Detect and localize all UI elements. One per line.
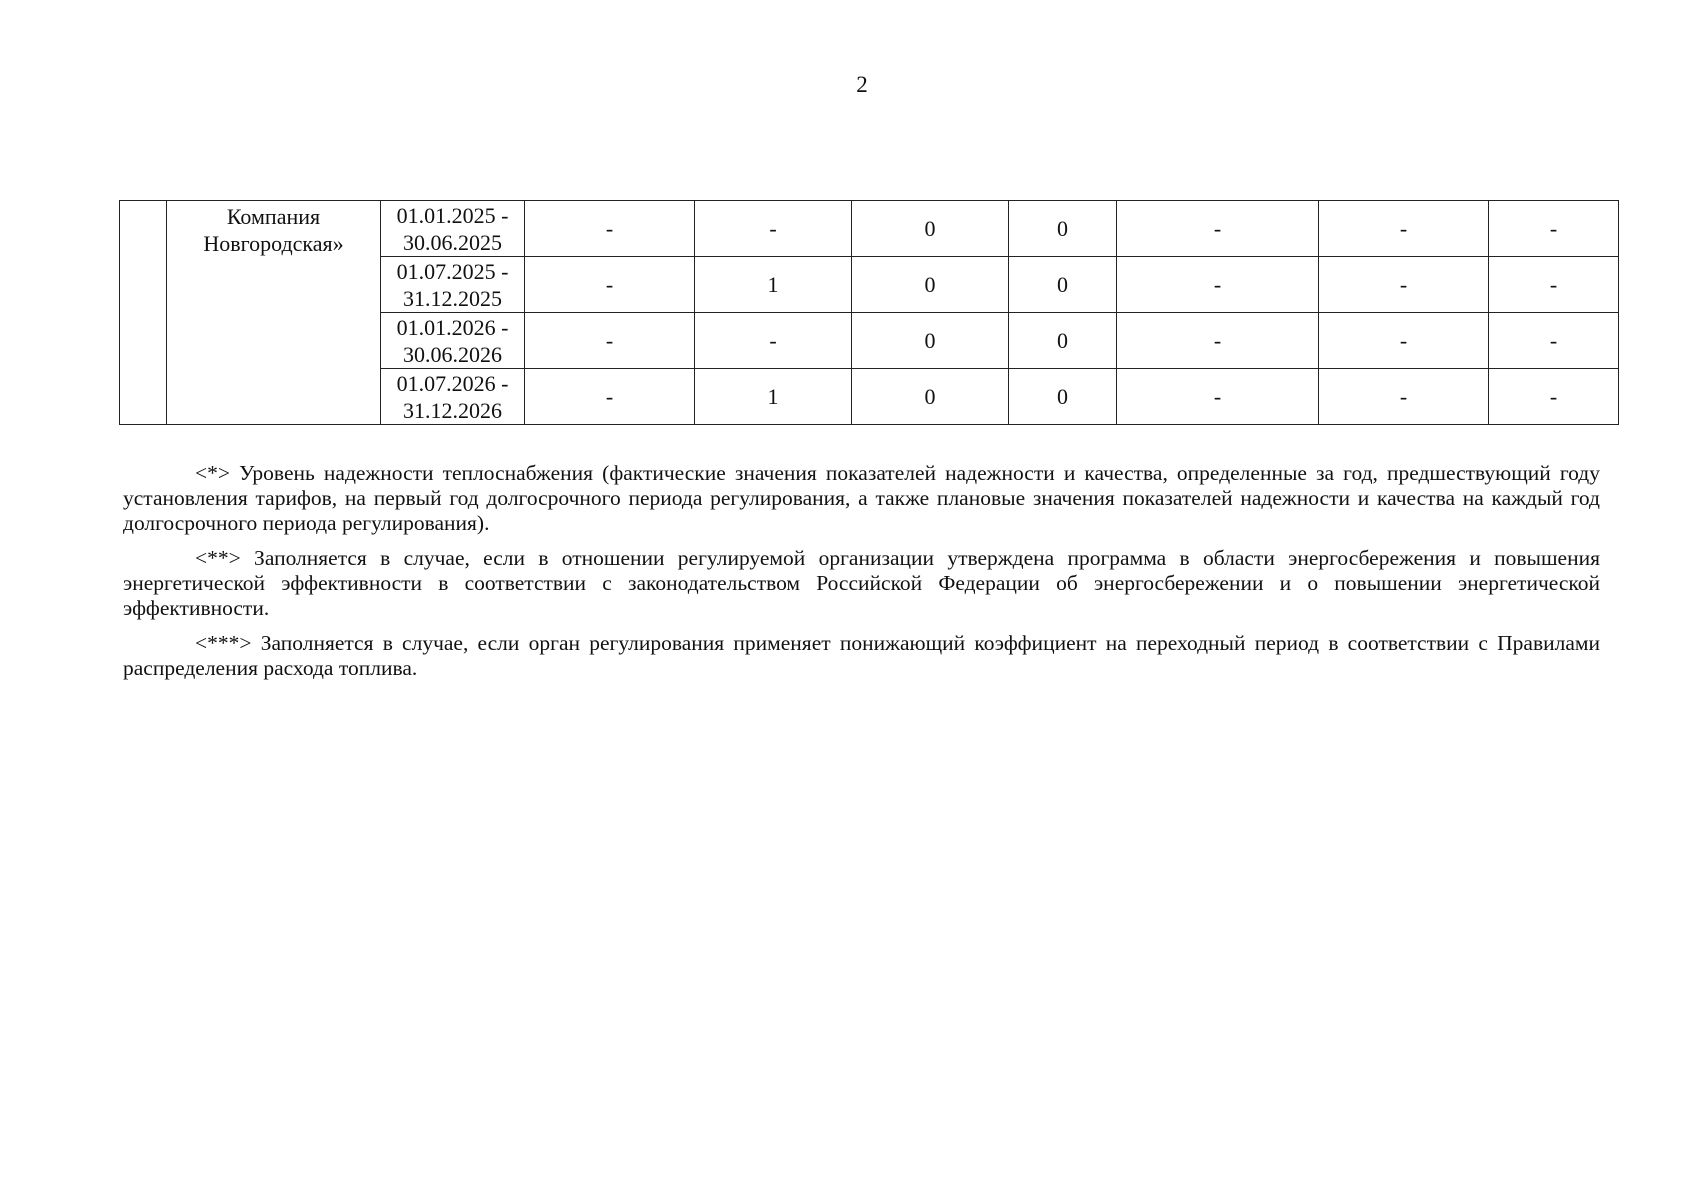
value-cell: 0	[852, 369, 1009, 425]
row-number-cell	[120, 201, 167, 425]
value-cell: -	[525, 201, 695, 257]
value-cell: 1	[695, 369, 852, 425]
period-start: 01.01.2026 -	[396, 314, 509, 340]
footnotes	[123, 461, 1600, 691]
value-cell: -	[1319, 257, 1489, 313]
page-number: 2	[856, 72, 868, 97]
value-cell: -	[1489, 201, 1619, 257]
organization-name-line: Компания	[226, 204, 321, 229]
period-end: 30.06.2026	[403, 341, 502, 367]
value-cell: 0	[1009, 201, 1117, 257]
value-cell: -	[525, 313, 695, 369]
table-row	[120, 201, 1619, 257]
value-cell: -	[1117, 201, 1319, 257]
value-cell: -	[525, 369, 695, 425]
value-cell: -	[525, 257, 695, 313]
organization-cell	[167, 201, 381, 425]
value-cell: 0	[852, 313, 1009, 369]
value-cell: -	[1489, 257, 1619, 313]
footnote-3: <***> Заполняется в случае, если орган регулирования применяет понижающий коэффициент на переходный период в соответствии с Правилами распределения расхода топлива.	[123, 631, 1600, 680]
value-cell: 0	[852, 201, 1009, 257]
footnote-2: <**> Заполняется в случае, если в отношении регулируемой организации утверждена программа в области энергосбережения и повышения энергетической эффективности в соответствии с законодательством Российской Федерации об энергосбережении и о повышении энергетической эффективности.	[123, 546, 1600, 620]
value-cell: 1	[695, 257, 852, 313]
value-cell: 0	[1009, 369, 1117, 425]
value-cell: -	[1319, 201, 1489, 257]
period-cell	[381, 201, 525, 257]
value-cell: -	[1319, 369, 1489, 425]
value-cell: 0	[1009, 257, 1117, 313]
period-cell	[381, 313, 525, 369]
value-cell: -	[1117, 313, 1319, 369]
period-end: 30.06.2025	[403, 229, 502, 255]
value-cell: -	[1489, 313, 1619, 369]
period-end: 31.12.2025	[403, 285, 502, 311]
period-cell	[381, 369, 525, 425]
value-cell: -	[695, 313, 852, 369]
value-cell: 0	[1009, 313, 1117, 369]
value-cell: -	[1319, 313, 1489, 369]
organization-name-line: Новгородская»	[203, 231, 344, 256]
period-start: 01.07.2026 -	[396, 370, 509, 396]
value-cell: -	[1117, 257, 1319, 313]
value-cell: 0	[852, 257, 1009, 313]
value-cell: -	[1489, 369, 1619, 425]
period-start: 01.01.2025 -	[396, 202, 509, 228]
value-cell: -	[1117, 369, 1319, 425]
footnote-1: <*> Уровень надежности теплоснабжения (фактические значения показателей надежности и качества, определенные за год, предшествующий году установления тарифов, на первый год долгосрочного периода регулирования, а также плановые значения показателей надежности и качества на каждый год долгосрочного периода регулирования).	[123, 461, 1600, 535]
period-start: 01.07.2025 -	[396, 258, 509, 284]
tariff-table	[119, 200, 1619, 425]
value-cell: -	[695, 201, 852, 257]
period-end: 31.12.2026	[403, 397, 502, 423]
period-cell	[381, 257, 525, 313]
